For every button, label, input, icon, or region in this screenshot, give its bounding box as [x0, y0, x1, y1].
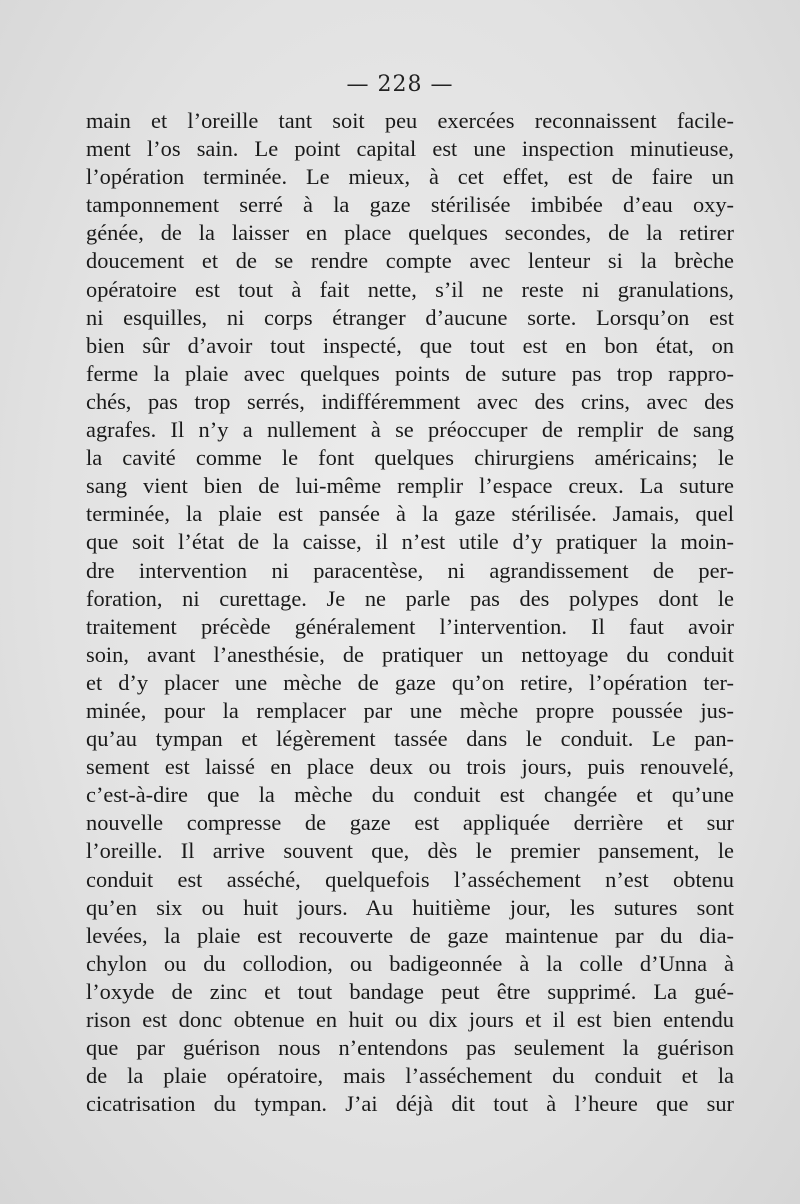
text-line: traitement précède généralement l’intervention. Il faut avoir	[86, 613, 734, 639]
text-line: que soit l’état de la caisse, il n’est utile d’y pratiquer la moin-	[86, 529, 734, 555]
body-text	[86, 107, 734, 1118]
text-line: agrafes. Il n’y a nullement à se préoccuper de remplir de sang	[86, 417, 734, 443]
text-line: soin, avant l’anesthésie, de pratiquer un nettoyage du conduit	[86, 641, 734, 667]
text-line: la cavité comme le font quelques chirurgiens américains; le	[86, 445, 734, 471]
text-line: minée, pour la remplacer par une mèche propre poussée jus-	[86, 697, 734, 723]
text-line: l’opération terminée. Le mieux, à cet effet, est de faire un	[86, 164, 734, 190]
text-line: tamponnement serré à la gaze stérilisée imbibée d’eau oxy-	[86, 192, 734, 218]
text-line: bien sûr d’avoir tout inspecté, que tout est en bon état, on	[86, 332, 734, 358]
text-line: dre intervention ni paracentèse, ni agrandissement de per-	[86, 557, 734, 583]
text-line: qu’au tympan et légèrement tassée dans le conduit. Le pan-	[86, 726, 734, 752]
text-line: levées, la plaie est recouverte de gaze maintenue par du dia-	[86, 922, 734, 948]
text-line: ment l’os sain. Le point capital est une inspection minutieuse,	[86, 136, 734, 162]
text-line: l’oxyde de zinc et tout bandage peut être supprimé. La gué-	[86, 978, 734, 1004]
text-line: génée, de la laisser en place quelques secondes, de la retirer	[86, 220, 734, 246]
text-line: rison est donc obtenue en huit ou dix jours et il est bien entendu	[86, 1007, 734, 1032]
text-line: main et l’oreille tant soit peu exercées reconnaissent facile-	[86, 108, 734, 133]
text-line: doucement et de se rendre compte avec lenteur si la brèche	[86, 248, 734, 274]
text-line: sang vient bien de lui-même remplir l’espace creux. La suture	[86, 473, 734, 499]
text-line: ni esquilles, ni corps étranger d’aucune sorte. Lorsqu’on est	[86, 304, 734, 330]
text-line: terminée, la plaie est pansée à la gaze stérilisée. Jamais, quel	[86, 501, 734, 527]
text-line: l’oreille. Il arrive souvent que, dès le premier pansement, le	[86, 838, 734, 864]
text-line: sement est laissé en place deux ou trois jours, puis renouvelé,	[86, 754, 734, 780]
text-line: chylon ou du collodion, ou badigeonnée à la colle d’Unna à	[86, 950, 734, 976]
text-line: opératoire est tout à fait nette, s’il ne reste ni granulations,	[86, 276, 734, 302]
text-line: conduit est asséché, quelquefois l’asséchement n’est obtenu	[86, 866, 734, 892]
page-number: — 228 —	[346, 72, 454, 97]
text-line: et d’y placer une mèche de gaze qu’on retire, l’opération ter-	[86, 669, 734, 695]
text-line: cicatrisation du tympan. J’ai déjà dit tout à l’heure que sur	[86, 1091, 734, 1117]
text-line: qu’en six ou huit jours. Au huitième jour, les sutures sont	[86, 894, 734, 920]
text-line: c’est-à-dire que la mèche du conduit est changée et qu’une	[86, 782, 734, 808]
text-line: ferme la plaie avec quelques points de suture pas trop rappro-	[86, 360, 734, 386]
text-line: de la plaie opératoire, mais l’asséchement du conduit et la	[86, 1063, 734, 1089]
text-line: chés, pas trop serrés, indifféremment avec des crins, avec des	[86, 388, 734, 414]
text-line: que par guérison nous n’entendons pas seulement la guérison	[86, 1035, 734, 1061]
text-line: nouvelle compresse de gaze est appliquée derrière et sur	[86, 810, 734, 836]
text-line: foration, ni curettage. Je ne parle pas des polypes dont le	[86, 585, 734, 611]
